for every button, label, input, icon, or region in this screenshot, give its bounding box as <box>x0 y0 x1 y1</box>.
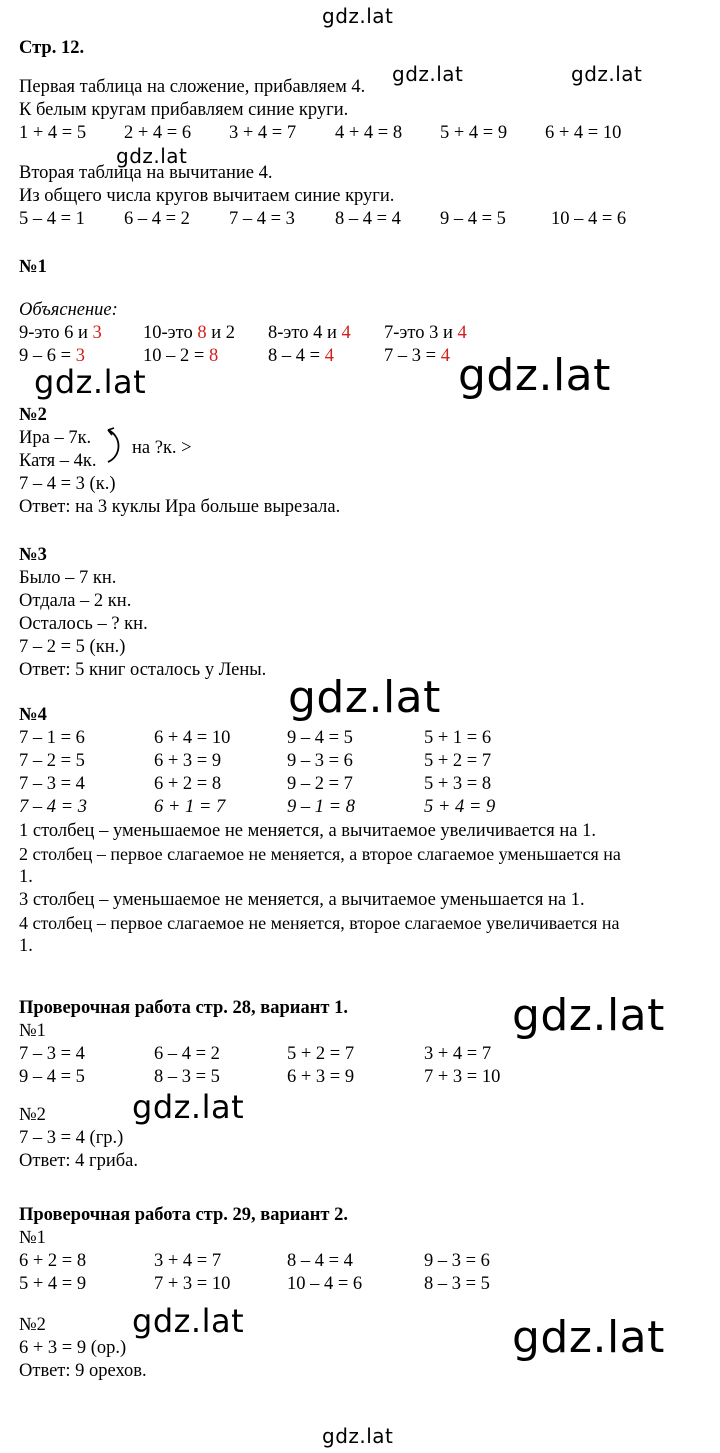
task-heading: №1 <box>19 1228 46 1248</box>
equation: 9 – 2 = 7 <box>287 774 353 794</box>
equation: 3 + 4 = 7 <box>424 1044 492 1064</box>
task-heading: №4 <box>19 705 47 725</box>
explanation-item: 8-это 4 и 4 <box>268 323 351 343</box>
watermark: gdz.lat <box>34 363 147 401</box>
equation: 9 – 4 = 5 <box>19 1067 85 1087</box>
intro-line: Первая таблица на сложение, прибавляем 4. <box>19 77 366 97</box>
explanation-item: 7-это 3 и 4 <box>384 323 467 343</box>
watermark: gdz.lat <box>458 350 611 401</box>
equation: 7 + 3 = 10 <box>154 1274 231 1294</box>
equation: 8 – 4 = 4 <box>268 346 334 366</box>
task-line: 7 – 2 = 5 (кн.) <box>19 637 126 657</box>
watermark: gdz.lat <box>132 1302 245 1340</box>
equation: 9 – 4 = 5 <box>440 209 506 229</box>
equation: 8 – 3 = 5 <box>154 1067 220 1087</box>
equation: 5 + 3 = 8 <box>424 774 492 794</box>
equation: 1 + 4 = 5 <box>19 123 87 143</box>
task-line: Катя – 4к. <box>19 451 97 471</box>
watermark: gdz.lat <box>116 144 188 168</box>
equation: 5 + 4 = 9 <box>19 1274 87 1294</box>
equation: 7 + 3 = 10 <box>424 1067 501 1087</box>
column-note: 1. <box>19 936 33 956</box>
comparison-bracket-icon <box>100 426 128 466</box>
column-note: 3 столбец – уменьшаемое не меняется, а вычитаемое уменьшается на 1. <box>19 890 585 910</box>
equation: 9 – 3 = 6 <box>424 1251 490 1271</box>
equation: 9 – 1 = 8 <box>287 797 355 817</box>
equation: 6 + 1 = 7 <box>154 797 226 817</box>
equation: 7 – 4 = 3 <box>19 797 87 817</box>
equation: 5 + 4 = 9 <box>424 797 496 817</box>
equation: 6 + 4 = 10 <box>154 728 231 748</box>
equation: 6 + 3 = 9 <box>287 1067 355 1087</box>
page-heading: Стр. 12. <box>19 38 85 58</box>
task-heading: №1 <box>19 257 47 277</box>
equation: 8 – 4 = 4 <box>335 209 401 229</box>
task-line: 6 + 3 = 9 (ор.) <box>19 1338 127 1358</box>
equation: 6 + 4 = 10 <box>545 123 622 143</box>
equation: 7 – 3 = 4 <box>19 774 85 794</box>
equation: 5 + 1 = 6 <box>424 728 492 748</box>
task-heading: №2 <box>19 1105 46 1125</box>
task-heading: №2 <box>19 405 47 425</box>
watermark: gdz.lat <box>132 1088 245 1126</box>
equation: 10 – 2 = 8 <box>143 346 219 366</box>
equation: 6 + 3 = 9 <box>154 751 222 771</box>
watermark: gdz.lat <box>322 1424 394 1448</box>
column-note: 1 столбец – уменьшаемое не меняется, а вычитаемое увеличивается на 1. <box>19 821 597 841</box>
intro-line: Из общего числа кругов вычитаем синие круги. <box>19 186 395 206</box>
explanation-label: Объяснение: <box>19 300 118 320</box>
equation: 9 – 3 = 6 <box>287 751 353 771</box>
equation: 5 + 4 = 9 <box>440 123 508 143</box>
equation: 6 + 2 = 8 <box>154 774 222 794</box>
equation: 10 – 4 = 6 <box>287 1274 363 1294</box>
watermark: gdz.lat <box>571 62 643 86</box>
equation: 9 – 6 = 3 <box>19 346 85 366</box>
watermark: gdz.lat <box>288 672 441 723</box>
equation: 9 – 4 = 5 <box>287 728 353 748</box>
equation: 3 + 4 = 7 <box>229 123 297 143</box>
equation: 7 – 1 = 6 <box>19 728 85 748</box>
intro-line: Вторая таблица на вычитание 4. <box>19 163 273 183</box>
explanation-item: 9-это 6 и 3 <box>19 323 102 343</box>
watermark: gdz.lat <box>512 1312 665 1363</box>
task-answer: Ответ: 9 орехов. <box>19 1361 147 1381</box>
task-answer: Ответ: 4 гриба. <box>19 1151 138 1171</box>
equation: 6 – 4 = 2 <box>154 1044 220 1064</box>
watermark: gdz.lat <box>322 4 394 28</box>
equation: 6 + 2 = 8 <box>19 1251 87 1271</box>
task-answer: Ответ: 5 книг осталось у Лены. <box>19 660 267 680</box>
intro-line: К белым кругам прибавляем синие круги. <box>19 100 349 120</box>
watermark: gdz.lat <box>512 990 665 1041</box>
task-line: Отдала – 2 кн. <box>19 591 132 611</box>
column-note: 2 столбец – первое слагаемое не меняется, а второе слагаемое уменьшается на <box>19 844 621 864</box>
column-note: 1. <box>19 867 33 887</box>
equation: 7 – 2 = 5 <box>19 751 85 771</box>
comparison-note: на ?к. > <box>132 438 192 458</box>
equation: 2 + 4 = 6 <box>124 123 192 143</box>
equation: 3 + 4 = 7 <box>154 1251 222 1271</box>
equation: 5 + 2 = 7 <box>287 1044 355 1064</box>
task-line: 7 – 4 = 3 (к.) <box>19 474 116 494</box>
equation: 5 – 4 = 1 <box>19 209 85 229</box>
task-line: Ира – 7к. <box>19 428 92 448</box>
equation: 8 – 4 = 4 <box>287 1251 353 1271</box>
explanation-item: 10-это 8 и 2 <box>143 323 235 343</box>
task-heading: №2 <box>19 1315 46 1335</box>
equation: 7 – 4 = 3 <box>229 209 295 229</box>
section-heading: Проверочная работа стр. 28, вариант 1. <box>19 998 348 1018</box>
equation: 7 – 3 = 4 <box>19 1044 85 1064</box>
task-heading: №3 <box>19 545 47 565</box>
equation: 4 + 4 = 8 <box>335 123 403 143</box>
equation: 10 – 4 = 6 <box>551 209 627 229</box>
task-line: Было – 7 кн. <box>19 568 117 588</box>
task-line: 7 – 3 = 4 (гр.) <box>19 1128 124 1148</box>
task-heading: №1 <box>19 1021 46 1041</box>
section-heading: Проверочная работа стр. 29, вариант 2. <box>19 1205 348 1225</box>
equation: 5 + 2 = 7 <box>424 751 492 771</box>
task-answer: Ответ: на 3 куклы Ира больше вырезала. <box>19 497 341 517</box>
task-line: Осталось – ? кн. <box>19 614 148 634</box>
equation: 8 – 3 = 5 <box>424 1274 490 1294</box>
equation: 6 – 4 = 2 <box>124 209 190 229</box>
column-note: 4 столбец – первое слагаемое не меняется, второе слагаемое увеличивается на <box>19 913 620 933</box>
watermark: gdz.lat <box>392 62 464 86</box>
equation: 7 – 3 = 4 <box>384 346 450 366</box>
